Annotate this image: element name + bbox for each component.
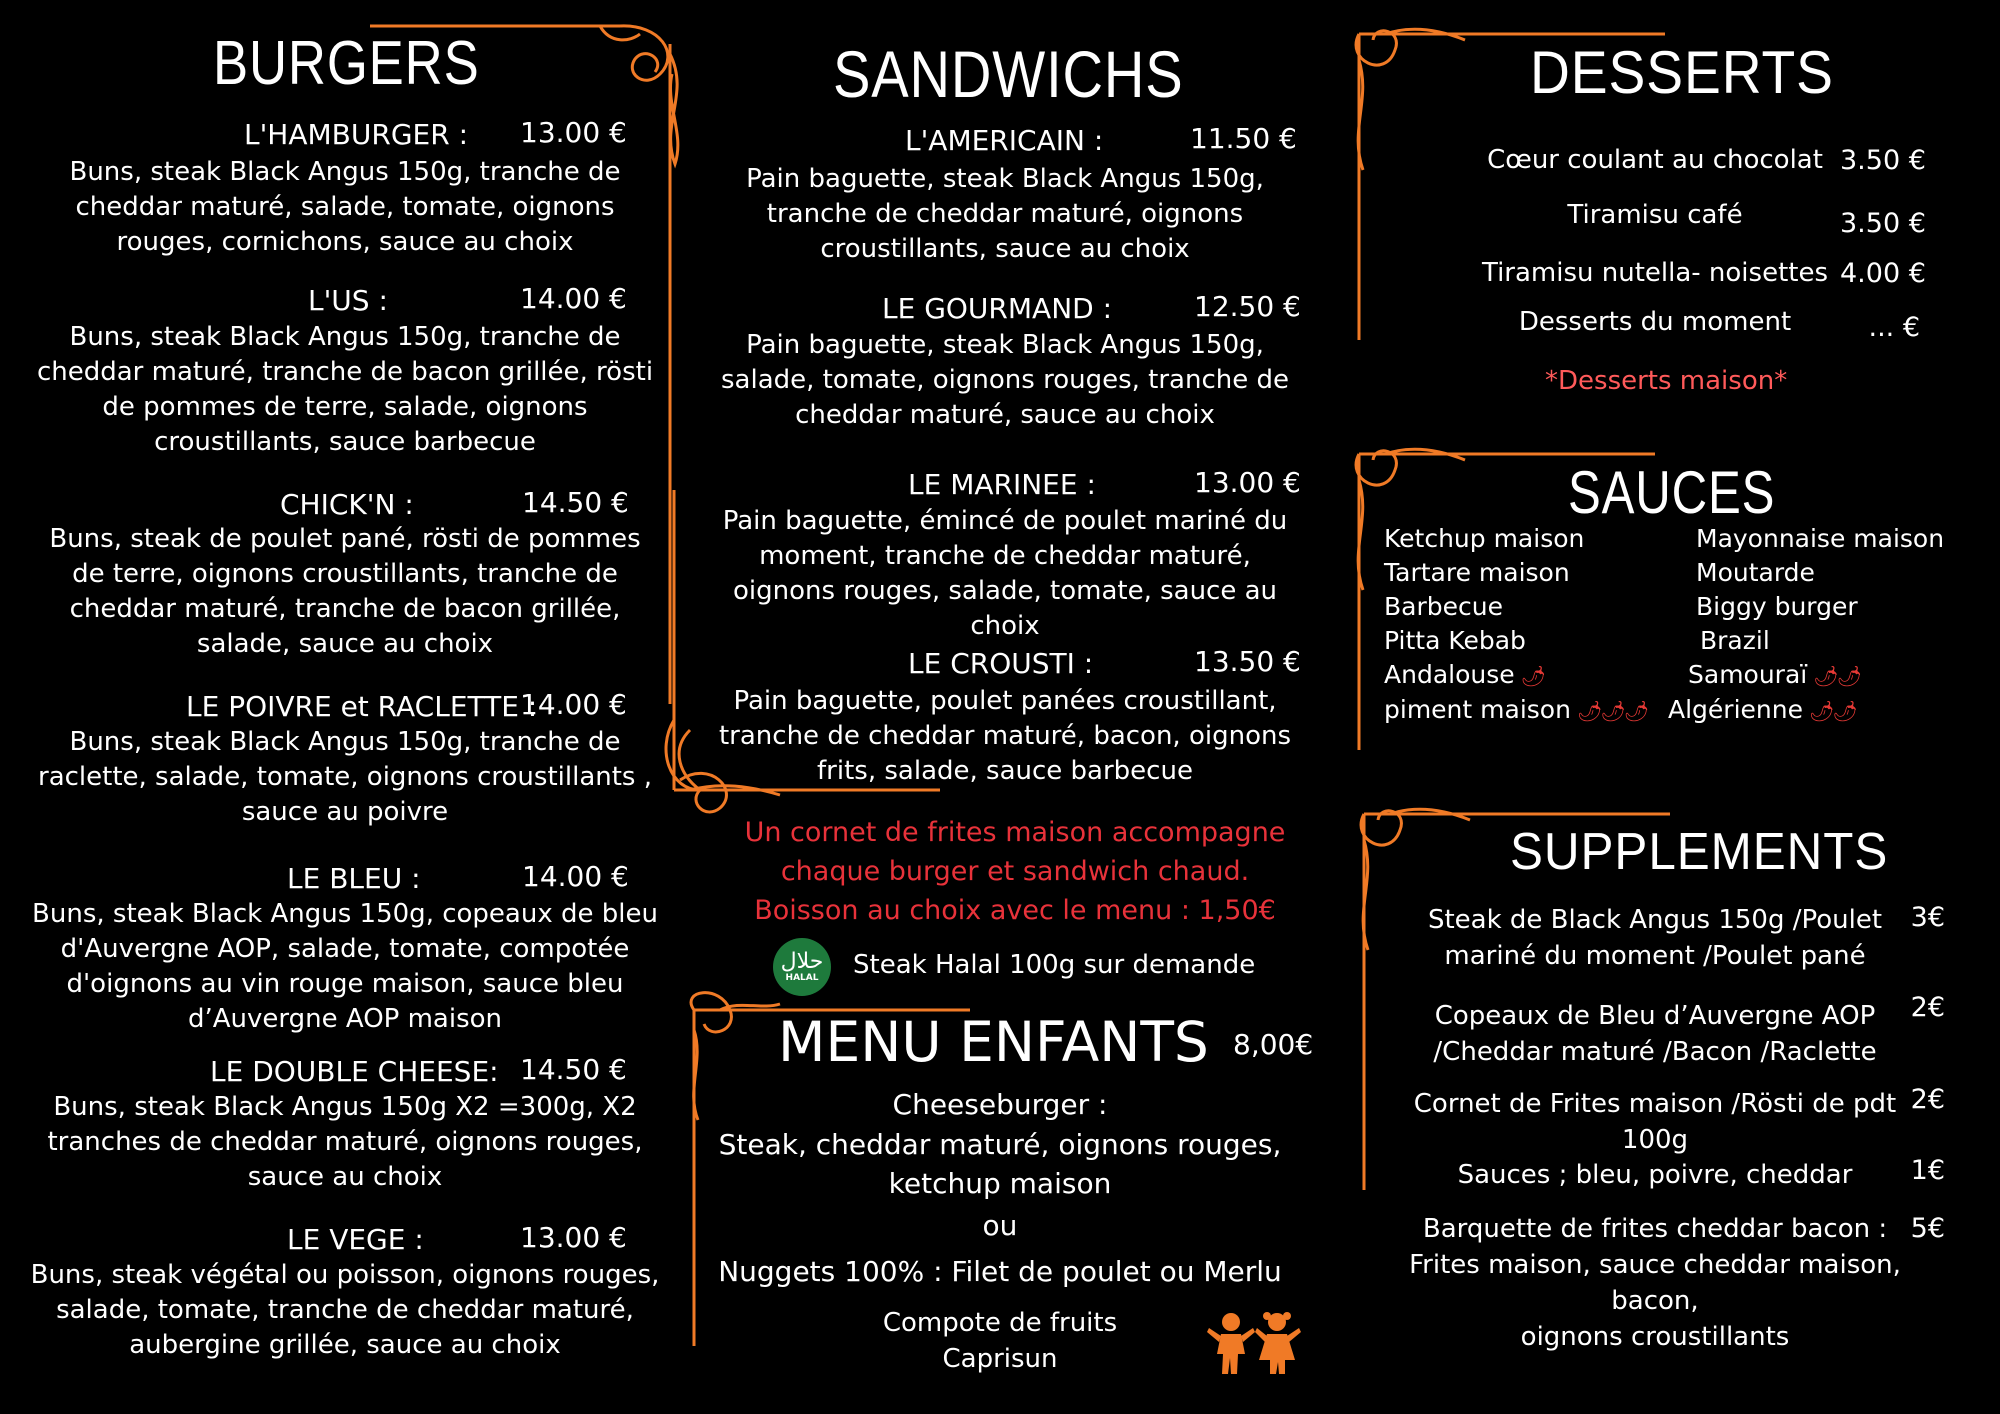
- sauce-item: [1384, 590, 1647, 624]
- supplement-line: Copeaux de Bleu d’Auvergne AOP: [1434, 1001, 1876, 1031]
- burger-price: 13.00 €: [520, 116, 627, 149]
- dessert-price: ... €: [1868, 312, 1920, 343]
- chili-pepper-icon: 🌶🌶: [1808, 699, 1856, 723]
- burger-name: CHICK'N :: [280, 488, 414, 521]
- sandwich-description: Pain baguette, poulet panées croustillant, tranche de cheddar maturé, bacon, oignons frits, salade, sauce barbecue: [718, 686, 1292, 786]
- burgers-title: BURGERS: [213, 29, 480, 98]
- sandwichs-title: SANDWICHS: [833, 37, 1184, 111]
- sandwich-name: LE MARINEE :: [908, 468, 1096, 501]
- sauce-item: [1384, 658, 1647, 693]
- burger-name: LE POIVRE et RACLETTE :: [186, 690, 538, 723]
- sandwich-price: 11.50 €: [1190, 122, 1297, 155]
- burger-name: LE DOUBLE CHEESE:: [210, 1055, 499, 1088]
- sauce-name: Tartare maison: [1384, 558, 1570, 587]
- dessert-price: 4.00 €: [1840, 258, 1926, 289]
- menu-enfants-title: MENU ENFANTS: [778, 1010, 1209, 1074]
- chili-pepper-icon: 🌶🌶🌶: [1576, 699, 1648, 723]
- desserts-note: *Desserts maison*: [1545, 366, 1788, 396]
- sauce-name: Brazil: [1700, 626, 1770, 655]
- supplement-price: 5€: [1910, 1213, 1945, 1244]
- sauce-name: piment maison: [1384, 695, 1571, 724]
- burger-description: Buns, steak de poulet pané, rösti de pommes de terre, oignons croustillants, tranche de cheddar maturé, tranche de bacon grillée, salade, sauce au choix: [49, 524, 641, 659]
- sauce-item: [1696, 522, 1944, 556]
- sandwich-description: Pain baguette, émincé de poulet mariné du moment, tranche de cheddar maturé, oignons rouges, salade, tomate, sauce au choix: [722, 506, 1288, 641]
- dessert-name: Tiramisu nutella- noisettes: [1481, 258, 1829, 288]
- sauce-item: [1700, 624, 1948, 658]
- supplement-line: oignons croustillants: [1520, 1322, 1790, 1352]
- supplement-line: Barquette de frites cheddar bacon :: [1422, 1214, 1888, 1244]
- burger-description: Buns, steak Black Angus 150g, tranche de raclette, salade, tomate, oignons croustillants , sauce au poivre: [38, 727, 652, 827]
- sauce-name: Algérienne: [1668, 695, 1803, 724]
- dessert-price: 3.50 €: [1840, 208, 1926, 239]
- sandwich-price: 13.50 €: [1194, 645, 1301, 678]
- supplement-line: 100g: [1621, 1125, 1689, 1155]
- supplement-line: /Cheddar maturé /Bacon /Raclette: [1433, 1037, 1877, 1067]
- supplement-line: Cornet de Frites maison /Rösti de pdt: [1413, 1089, 1897, 1119]
- supplement-price: 2€: [1910, 1084, 1945, 1115]
- supplement-line: mariné du moment /Poulet pané: [1444, 941, 1866, 971]
- burger-price: 13.00 €: [520, 1221, 627, 1254]
- sauces-list-left: [1384, 522, 1647, 728]
- burger-name: LE BLEU :: [287, 862, 421, 895]
- supplement-description: [1405, 1157, 1905, 1193]
- burger-price: 14.00 €: [522, 860, 629, 893]
- chili-pepper-icon: 🌶: [1520, 664, 1545, 688]
- kids-icon: [1205, 1310, 1305, 1376]
- sauces-list-right: [1668, 522, 1945, 728]
- sauce-name: Ketchup maison: [1384, 524, 1585, 553]
- halal-note: Steak Halal 100g sur demande: [853, 950, 1256, 980]
- sandwich-name: LE CROUSTI :: [908, 647, 1094, 680]
- fries-drink-note: Un cornet de frites maison accompagne chaque burger et sandwich chaud. Boisson au choix avec le menu : 1,50€: [744, 817, 1286, 926]
- dessert-price: 3.50 €: [1840, 145, 1926, 176]
- burger-description: Buns, steak Black Angus 150g, tranche de cheddar maturé, tranche de bacon grillée, rösti de pommes de terre, salade, oignons croustillants, sauce barbecue: [36, 322, 654, 457]
- burger-name: LE VEGE :: [287, 1223, 424, 1256]
- menu-enfants-details: Cheeseburger : Steak, cheddar maturé, oignons rouges, ketchup maison ou Nuggets 100% : Filet de poulet ou Merlu Compote de fruits Caprisun: [718, 1088, 1282, 1374]
- sauce-item: [1688, 658, 1936, 693]
- dessert-name: Cœur coulant au chocolat: [1487, 145, 1823, 175]
- supplement-line: Steak de Black Angus 150g /Poulet: [1427, 905, 1883, 935]
- burger-price: 14.00 €: [520, 282, 627, 315]
- desserts-title: DESSERTS: [1530, 39, 1834, 106]
- sandwich-description: Pain baguette, steak Black Angus 150g, tranche de cheddar maturé, oignons croustillants, sauce au choix: [746, 164, 1264, 264]
- burger-description: Buns, steak Black Angus 150g X2 =300g, X2 tranches de cheddar maturé, oignons rouges, sauce au choix: [47, 1092, 643, 1192]
- sauce-item: [1668, 693, 1916, 728]
- supplements-title: SUPPLEMENTS: [1510, 823, 1889, 881]
- sauce-name: Biggy burger: [1696, 592, 1858, 621]
- halal-badge-icon: حلال HALAL: [773, 938, 831, 996]
- supplement-description: [1405, 998, 1905, 1070]
- sauce-item: [1696, 556, 1944, 590]
- burger-description: Buns, steak végétal ou poisson, oignons rouges, salade, tomate, tranche de cheddar maturé, aubergine grillée, sauce au choix: [30, 1260, 660, 1360]
- sauce-name: Barbecue: [1384, 592, 1503, 621]
- menu-enfants-price: 8,00€: [1233, 1028, 1314, 1061]
- dessert-name: Tiramisu café: [1567, 200, 1743, 230]
- sauce-name: Samouraï: [1688, 660, 1808, 689]
- burger-price: 14.50 €: [520, 1053, 627, 1086]
- burger-name: L'US :: [308, 284, 388, 317]
- supplement-line: Frites maison, sauce cheddar maison,: [1409, 1250, 1901, 1280]
- sandwich-price: 12.50 €: [1194, 290, 1301, 323]
- sauce-item: [1384, 693, 1647, 728]
- sauce-item: [1696, 590, 1944, 624]
- burger-price: 14.50 €: [522, 486, 629, 519]
- burger-price: 14.00 €: [520, 688, 627, 721]
- sauce-name: Pitta Kebab: [1384, 626, 1526, 655]
- sandwich-price: 13.00 €: [1194, 466, 1301, 499]
- supplement-line: bacon,: [1611, 1286, 1699, 1316]
- sandwich-name: L'AMERICAIN :: [905, 124, 1104, 157]
- supplement-description: [1405, 1211, 1905, 1355]
- supplement-description: [1405, 902, 1905, 974]
- sauce-name: Mayonnaise maison: [1696, 524, 1945, 553]
- sauce-item: [1384, 624, 1647, 658]
- supplement-description: [1405, 1086, 1905, 1158]
- burger-name: L'HAMBURGER :: [244, 118, 468, 151]
- chili-pepper-icon: 🌶🌶: [1813, 664, 1861, 688]
- burger-description: Buns, steak Black Angus 150g, copeaux de bleu d'Auvergne AOP, salade, tomate, compotée d'oignons au vin rouge maison, sauce bleu d’Auvergne AOP maison: [32, 899, 658, 1034]
- sauce-name: Moutarde: [1696, 558, 1815, 587]
- supplement-line: Sauces ; bleu, poivre, cheddar: [1457, 1160, 1853, 1190]
- dessert-name: Desserts du moment: [1518, 307, 1792, 337]
- burger-description: Buns, steak Black Angus 150g, tranche de cheddar maturé, salade, tomate, oignons rouges, cornichons, sauce au choix: [69, 157, 621, 257]
- supplement-price: 3€: [1910, 902, 1945, 933]
- supplement-price: 2€: [1910, 992, 1945, 1023]
- supplement-price: 1€: [1910, 1155, 1945, 1186]
- sauce-item: [1384, 522, 1647, 556]
- sauce-item: [1384, 556, 1647, 590]
- sauce-name: Andalouse: [1384, 660, 1515, 689]
- sandwich-name: LE GOURMAND :: [882, 292, 1113, 325]
- sandwich-description: Pain baguette, steak Black Angus 150g, salade, tomate, oignons rouges, tranche de cheddar maturé, sauce au choix: [721, 330, 1289, 430]
- sauces-title: SAUCES: [1568, 459, 1776, 526]
